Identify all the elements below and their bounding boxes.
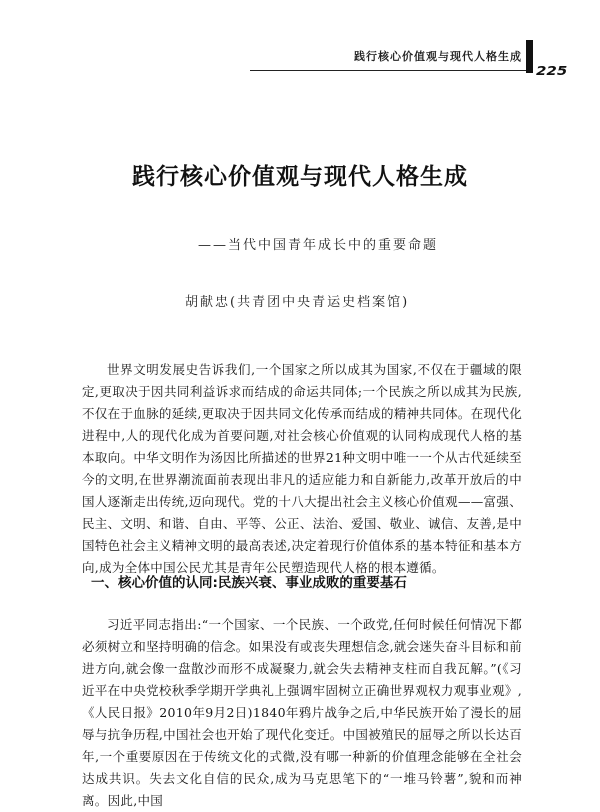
paragraph-section-1: 习近平同志指出:“一个国家、一个民族、一个政党,任何时候任何情况下都必须树立和坚持明确的信念。如果没有或丧失理想信念,就会迷失奋斗目标和前进方向,就会像一盘散沙而形不成凝聚力,就会失去精神支柱而自我瓦解。”(《习近平在中央党校秋季学期开学典礼上强调牢固树立正确世界观权力观事业观》,《人民日报》2010年9月2日)1840年鸦片战争之后,中华民族开始了漫长的屈辱与抗争历程,中国社会也开始了现代化变迁。中国被殖民的屈辱之所以长达百年,一个重要原因在于传统文化的式微,没有哪一种新的价值理念能够在全社会达成共识。失去文化自信的民众,成为马克思笔下的“一堆马铃薯”,貌和而神离。因此,中国 [82, 617, 522, 808]
page-header [0, 0, 600, 90]
section-heading: 一、核心价值的认同:民族兴衰、事业成败的重要基石 [91, 575, 407, 591]
paragraph-intro: 世界文明发展史告诉我们,一个国家之所以成其为国家,不仅在于疆域的限定,更取决于因共同利益诉求而结成的命运共同体;一个民族之所以成其为民族,不仅在于血脉的延续,更取决于因共同文化传承而结成的精神共同体。在现代化进程中,人的现代化成为首要问题,对社会核心价值观的认同构成现代人格的基本取向。中华文明作为汤因比所描述的世界21种文明中唯一一个从古代延续至今的文明,在世界潮流面前表现出非凡的适应能力和自新能力,改革开放后的中国人逐渐走出传统,迈向现代。党的十八大提出社会主义核心价值观——富强、民主、文明、和谐、自由、平等、公正、法治、爱国、敬业、诚信、友善,是中国特色社会主义精神文明的最高表述,决定着现行价值体系的基本特征和基本方向,成为全体中国公民尤其是青年公民塑造现代人格的根本遵循。 [82, 362, 522, 575]
article-author: 胡献忠(共青团中央青运史档案馆) [185, 295, 410, 310]
article-subtitle: ——当代中国青年成长中的重要命题 [198, 238, 439, 253]
running-title: 践行核心价值观与现代人格生成 [354, 50, 522, 63]
header-rule [250, 70, 526, 71]
page-number: 225 [536, 64, 568, 78]
header-bar [526, 40, 533, 73]
article-title: 践行核心价值观与现代人格生成 [132, 163, 468, 190]
